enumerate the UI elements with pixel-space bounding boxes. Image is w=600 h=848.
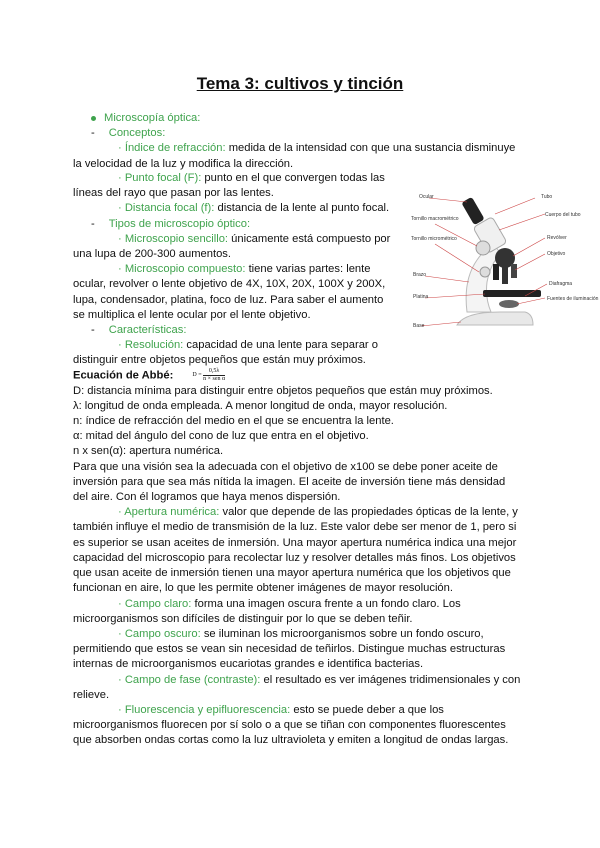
label-platina: Platina	[413, 294, 429, 300]
section-campo-fase	[73, 673, 523, 703]
campo-fase-def: el resultado es ver imágenes tridimensionales y con relieve.	[73, 673, 521, 701]
label-revolver: Revólver	[547, 235, 567, 241]
bullet-microscopia	[73, 111, 520, 126]
def-distancia	[73, 201, 393, 216]
abbe-line: D: distancia mínima para distinguir entre objetos pequeños que están muy próximos.	[73, 384, 493, 397]
intro-block	[73, 111, 520, 172]
refraccion-term: · Índice de refracción:	[118, 142, 226, 155]
resolucion-def: capacidad de una lente para separar o distinguir entre objetos pequeños que están muy próximos.	[73, 339, 378, 367]
abbe-line: α: mitad del ángulo del cono de luz que entra en el objetivo.	[73, 430, 369, 443]
refraccion-def: medida de la intensidad con que una sustancia disminuye la velocidad de la luz y modifica la dirección.	[73, 142, 516, 170]
abbe-block	[73, 368, 523, 749]
abbe-paragraph: Para que una visión sea la adecuada con el objetivo de x100 se debe poner aceite de inversión para que sea más nítida la imagen. El aceite de inversión tiene más densidad del aire. Con él logramos que haya menos dispersión.	[73, 460, 506, 504]
label-diafragma: Diafragma	[549, 281, 573, 287]
intro-block-narrow	[73, 171, 393, 369]
objective-3-shape	[511, 264, 517, 278]
distancia-def: distancia de la lente al punto focal.	[217, 202, 390, 215]
section-campo-claro	[73, 597, 523, 627]
macro-knob-shape	[476, 241, 490, 255]
resolucion-term: · Resolución:	[118, 339, 184, 352]
bullet-dot-icon	[91, 116, 96, 121]
objective-2-shape	[502, 266, 508, 284]
label-objetivo: Objetivo	[547, 251, 566, 257]
compuesto-term: · Microscopio compuesto:	[118, 263, 246, 276]
label-cuerpo: Cuerpo del tubo	[545, 212, 581, 218]
subitem-caracteristicas: - Características:	[91, 324, 187, 337]
campo-fase-term: · Campo de fase (contraste):	[118, 673, 261, 686]
section-campo-oscuro	[73, 627, 523, 673]
focal-def: punto en el que convergen todas las líneas del rayo que pasan por las lentes.	[73, 172, 385, 200]
lamp-shape	[499, 300, 519, 308]
def-compuesto	[73, 262, 393, 323]
apertura-def: valor que depende de las propiedades ópticas de la lente, y también influye el medio de transmisión de la luz. Este valor debe ser menor de 1, pero si es superior se usan aceites de inmersión. Una mayor apertura numérica indica una mejor capacidad del microscopio para recolectar luz y resolver detalles más finos. Los objetivos que usan aceite de inmersión tienen una mayor apertura numérica que los objetivos que funcionan en aire, lo que les permite obtener imágenes de mayor resolución.	[73, 506, 518, 595]
label-tornillo-macro: Tornillo macrométrico	[411, 216, 459, 222]
formula-numerator: 0,5λ	[203, 368, 225, 376]
section-fluorescencia	[73, 703, 523, 749]
def-focal	[73, 171, 393, 201]
campo-oscuro-def: se iluminan los microorganismos sobre un fondo oscuro, permitiendo que estos se vean sin necesidad de teñirlos. Distingue muchas estructuras internas de microorganismos eucariotas grandes e identifica bacterias.	[73, 627, 506, 671]
formula-lhs: D =	[192, 372, 202, 378]
sencillo-term: · Microscopio sencillo:	[118, 232, 229, 245]
fluorescencia-term: · Fluorescencia y epifluorescencia:	[118, 703, 291, 716]
conceptos-label: Conceptos:	[108, 127, 166, 140]
distancia-term: · Distancia focal (f):	[118, 202, 215, 215]
micro-knob-shape	[480, 267, 490, 277]
microscope-base-shape	[457, 312, 533, 325]
tipos-label: Tipos de microscopio óptico:	[108, 217, 251, 230]
microscope-ocular-shape	[461, 197, 484, 226]
subitem-conceptos: - Conceptos:	[91, 127, 166, 140]
microscope-stage-shape	[483, 290, 541, 297]
focal-term: · Punto focal (F):	[118, 172, 202, 184]
sencillo-def: únicamente está compuesto por una lupa de 200-300 aumentos.	[73, 232, 391, 261]
apertura-term: · Apertura numérica:	[118, 506, 220, 519]
compuesto-def: tiene varias partes: lente ocular, revolver o lente objetivo de 4X, 10X, 20X, 100X y 200X, lupa, condensador, platina, foco de luz. Para saber el aumento se multiplica el lente ocular por el lente objetivo.	[73, 263, 386, 321]
abbe-heading: Ecuación de Abbé:	[73, 369, 174, 382]
subitem-tipos: - Tipos de microscopio óptico:	[91, 217, 251, 230]
campo-oscuro-term: · Campo oscuro:	[118, 627, 201, 640]
caracteristicas-label: Características:	[108, 324, 187, 337]
abbe-heading-row	[73, 368, 523, 384]
bullet-label: Microscopía óptica:	[104, 112, 201, 124]
section-apertura	[73, 505, 523, 596]
microscope-icon	[405, 190, 599, 340]
microscope-figure	[405, 190, 599, 340]
objective-1-shape	[493, 264, 499, 280]
label-tubo: Tubo	[541, 194, 553, 200]
fluorescencia-def: esto se puede deber a que los microorganismos fluorecen por sí solo o a que se tiñan con componentes fluorescentes que absorben ondas cortas como la luz ultravioleta y emiten a longitud de ondas largas.	[73, 703, 509, 747]
def-sencillo	[73, 232, 393, 262]
label-brazo: Brazo	[413, 272, 427, 278]
campo-claro-term: · Campo claro:	[118, 597, 192, 610]
abbe-line: n: índice de refracción del medio en el que se encuentra la lente.	[73, 415, 394, 428]
def-refraccion	[73, 141, 520, 171]
abbe-line: λ: longitud de onda empleada. A menor longitud de onda, mayor resolución.	[73, 399, 448, 412]
campo-claro-def: forma una imagen oscura frente a un fondo claro. Los microorganismos son difíciles de distinguir por lo que se deben teñir.	[73, 597, 461, 625]
label-tornillo-micro: Tornillo micrométrico	[411, 236, 457, 242]
abbe-line: n x sen(α): apertura numérica.	[73, 445, 224, 458]
label-ocular: Ocular	[419, 194, 434, 200]
label-fuente: Fuentes de iluminación	[547, 296, 599, 302]
label-base: Base	[413, 323, 425, 329]
abbe-formula	[192, 368, 225, 383]
formula-denominator: n × sen α	[203, 376, 226, 382]
def-resolucion	[73, 338, 393, 368]
page-title: Tema 3: cultivos y tinción	[196, 74, 404, 93]
